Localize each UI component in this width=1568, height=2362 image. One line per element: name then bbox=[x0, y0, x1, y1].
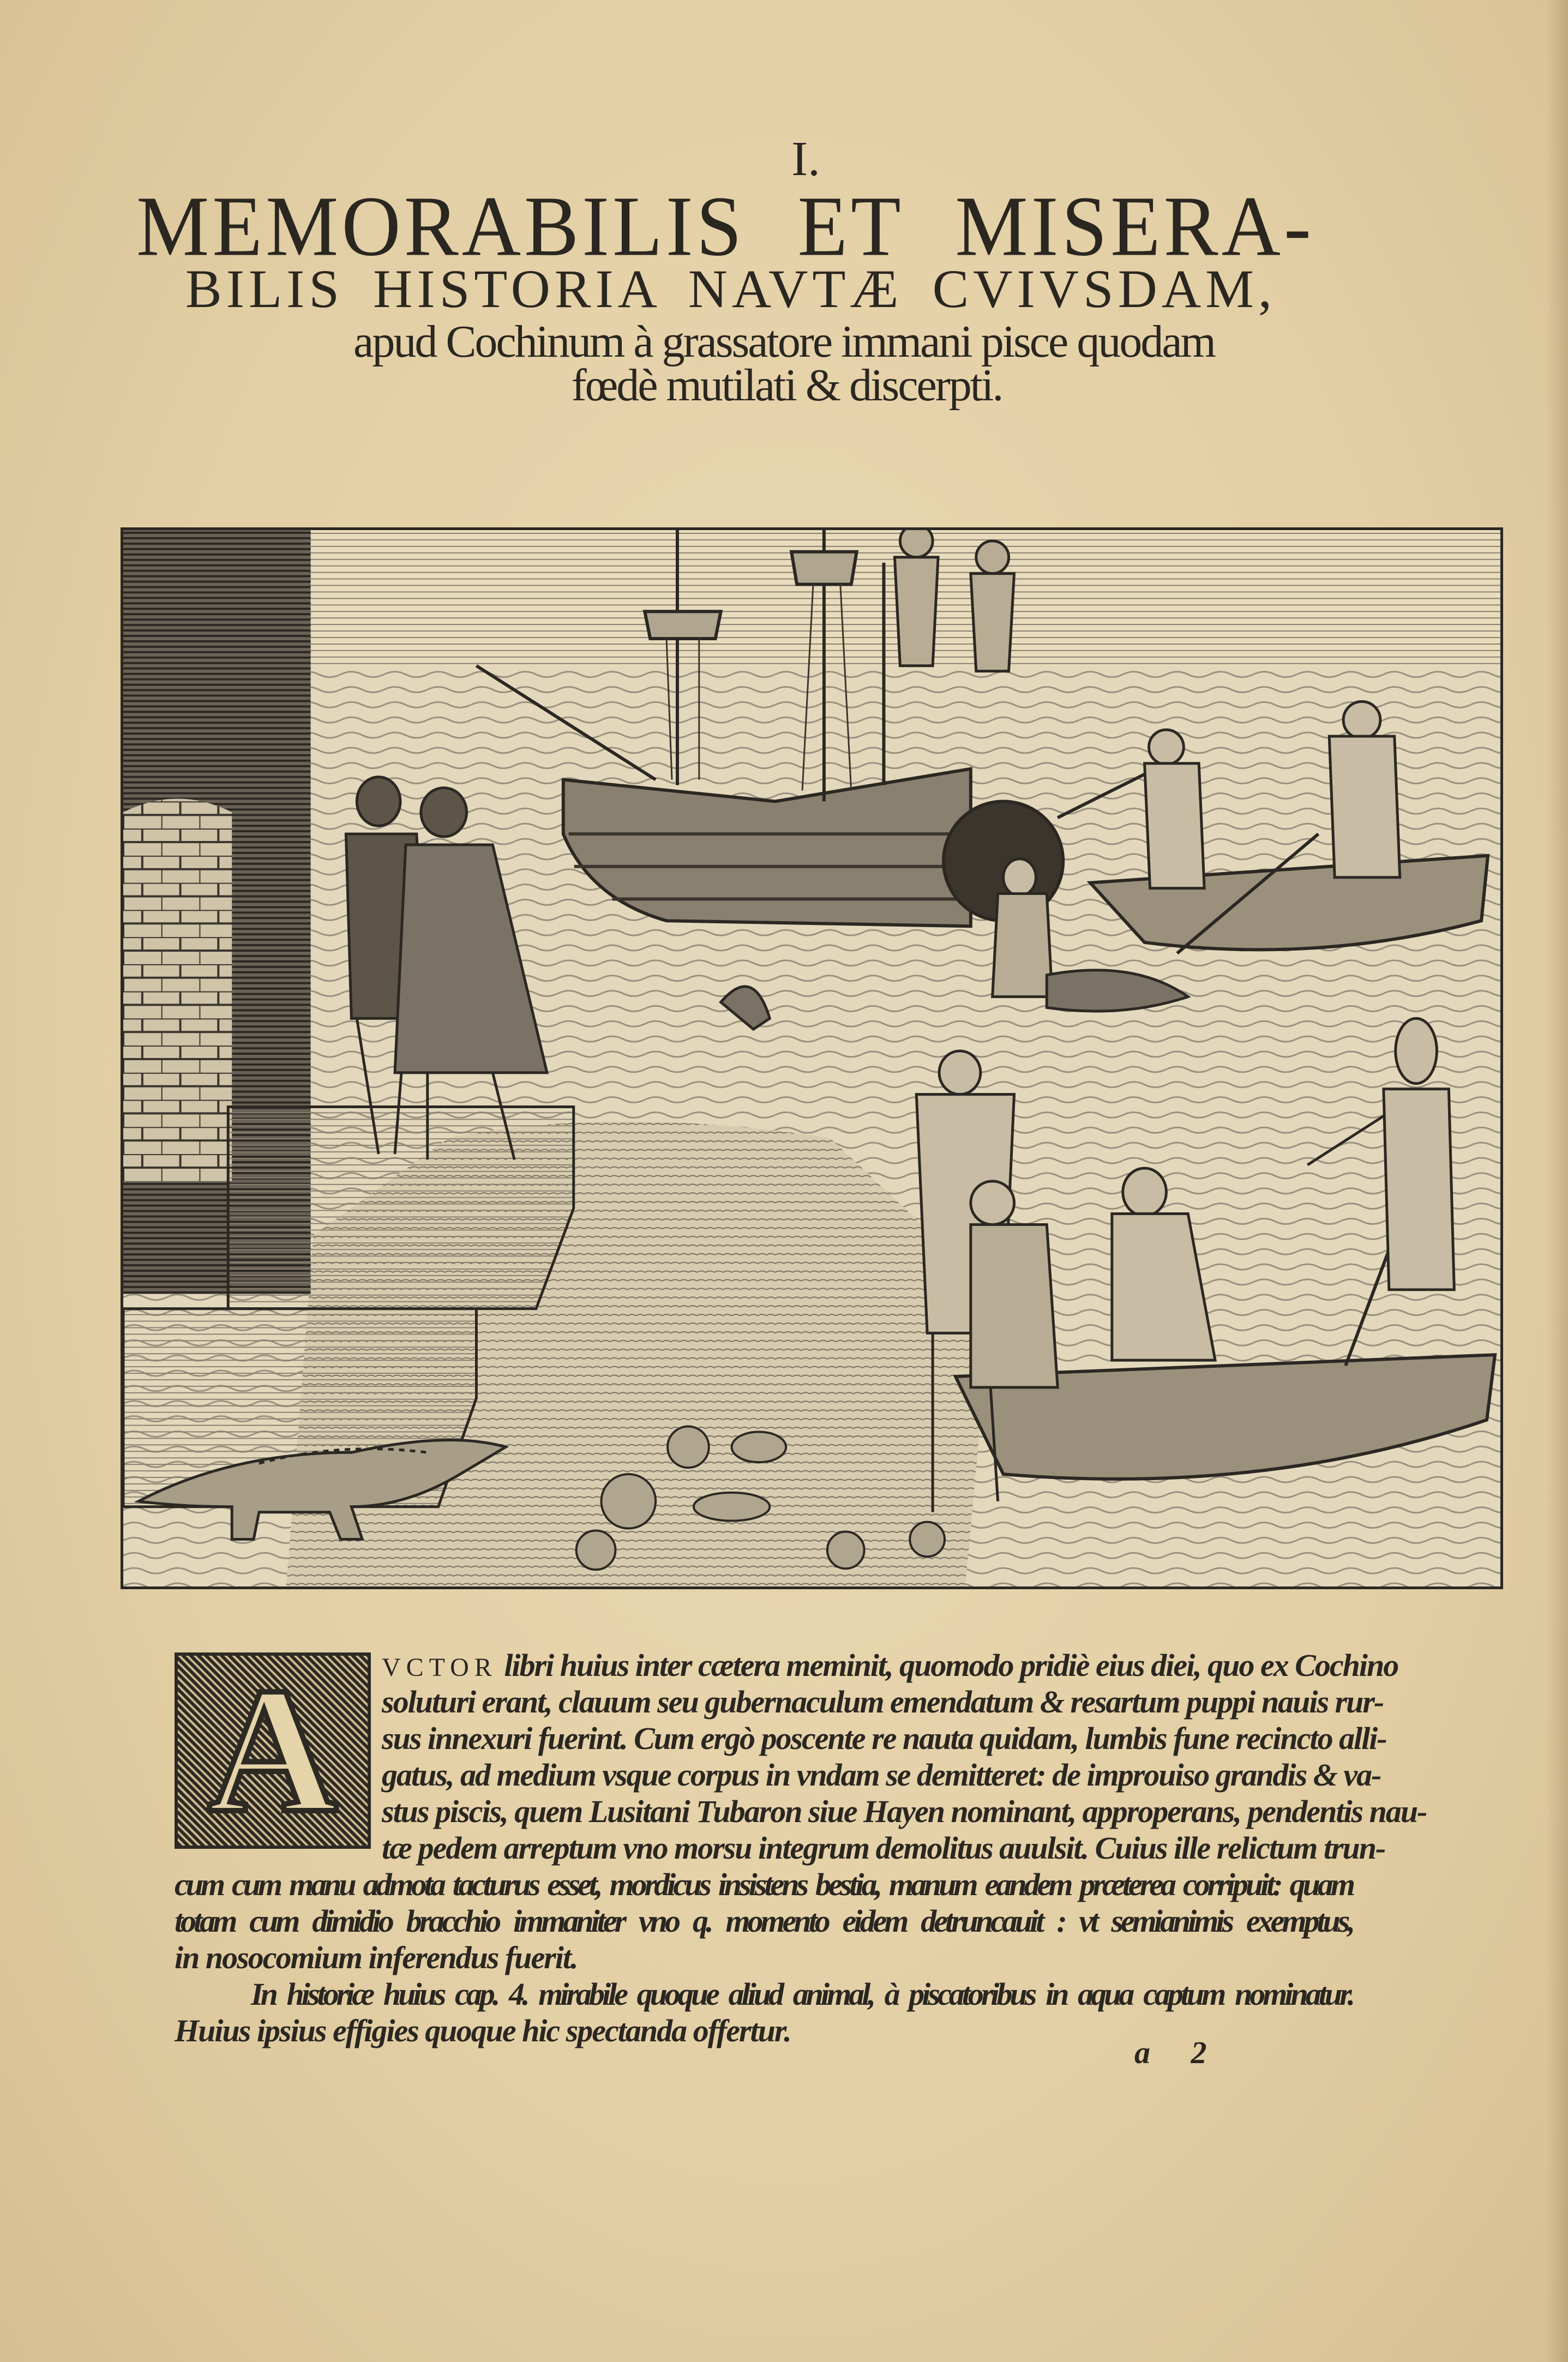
text-line: In historiæ huius cap. 4. mirabile quoque aliud animal, à piscatoribus in aqua captum nominatur. bbox=[251, 1976, 1353, 2012]
title-line-2: BILIS HISTORIA NAVTÆ CVIVSDAM, bbox=[185, 259, 1276, 319]
title-line-1: MEMORABILIS ET MISERA- bbox=[136, 178, 1314, 274]
engraving-shark-attack-scene bbox=[123, 530, 1500, 1586]
tower-arch bbox=[123, 798, 232, 1181]
drop-cap-letter: A bbox=[207, 1651, 338, 1850]
chapter-numeral: I. bbox=[791, 132, 820, 186]
body-text bbox=[175, 1647, 1427, 2049]
text-line-content: libri huius inter cætera meminit, quomodo pridiè eius diei, quo ex Cochino bbox=[504, 1648, 1398, 1683]
text-line: sus innexuri fuerint. Cum ergò poscente re nauta quidam, lumbis fune recincto alli- bbox=[382, 1721, 1386, 1756]
title-line-4: fœdè mutilati & discerpti. bbox=[571, 360, 1002, 411]
text-line: stus piscis, quem Lusitani Tubaron siue Hayen nominant, approperans, pendentis nau- bbox=[382, 1794, 1427, 1829]
text-line: totam cum dimidio bracchio immaniter vno q. momento eidem detruncauit : vt semianimis exemptus, bbox=[175, 1903, 1353, 1939]
text-line: cum cum manu admota tacturus esset, mordicus insistens bestia, manum eandem præterea corripuit: quam bbox=[175, 1867, 1353, 1902]
title-line-3: apud Cochinum à grassatore immani pisce quodam bbox=[353, 316, 1215, 367]
text-line: Huius ipsius effigies quoque hic spectanda offertur. bbox=[175, 2013, 791, 2048]
platform bbox=[228, 1107, 573, 1309]
signature-mark: a 2 bbox=[1134, 2035, 1223, 2070]
text-line: gatus, ad medium vsque corpus in vndam se demitteret: de improuiso grandis & va- bbox=[382, 1757, 1381, 1793]
first-word: VCTOR bbox=[382, 1653, 497, 1682]
text-line bbox=[382, 1647, 1398, 1684]
text-line: in nosocomium inferendus fuerit. bbox=[175, 1940, 578, 1975]
text-line: soluturi erant, clauum seu gubernaculum emendatum & resartum puppi nauis rur- bbox=[382, 1684, 1384, 1720]
text-line: tæ pedem arreptum vno morsu integrum demolitus auulsit. Cuius ille relictum trun- bbox=[382, 1830, 1385, 1866]
engraving-illustration bbox=[121, 527, 1503, 1589]
